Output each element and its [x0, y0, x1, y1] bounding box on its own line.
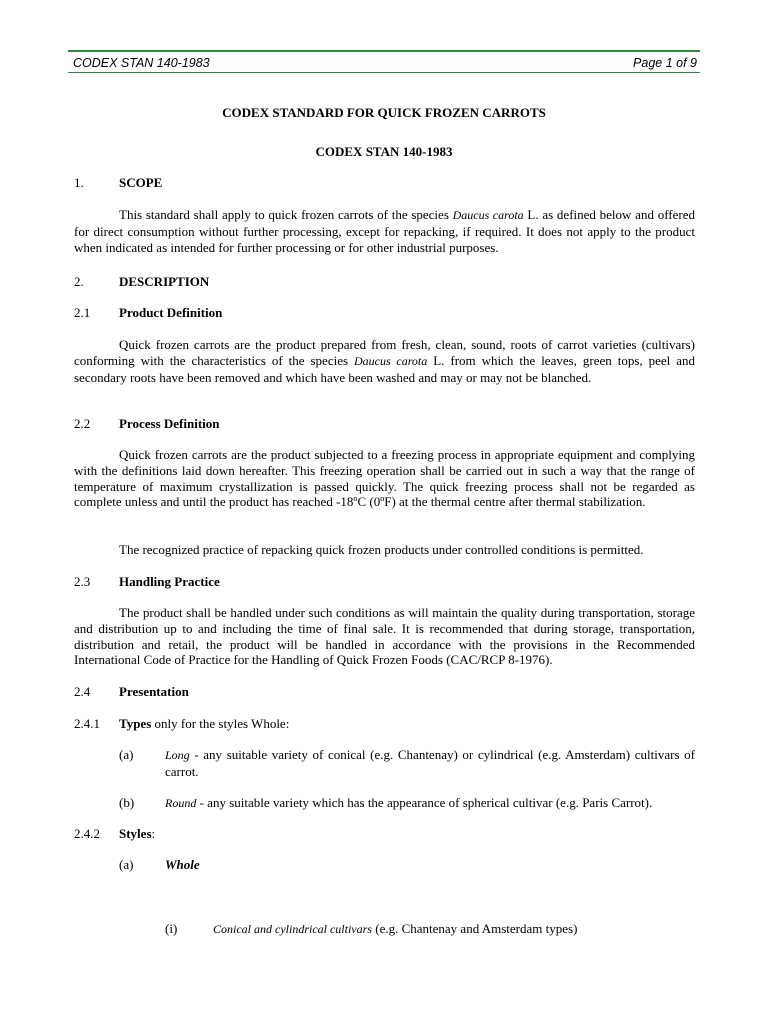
section-heading-product-definition: Product Definition — [119, 305, 223, 320]
list-label: (a) — [119, 747, 134, 762]
style-whole: Whole — [165, 857, 200, 872]
list-label: (i) — [165, 921, 178, 936]
section-heading-presentation: Presentation — [119, 684, 189, 699]
styles-line: Styles: — [119, 826, 156, 841]
section-heading-scope: SCOPE — [119, 175, 163, 190]
section-number: 2.4 — [74, 684, 91, 699]
section-number: 2.2 — [74, 416, 91, 431]
repacking-paragraph: The recognized practice of repacking quick frozen products under controlled conditions is permitted. — [119, 542, 644, 557]
section-number: 2. — [74, 274, 84, 289]
handling-practice-paragraph: The product shall be handled under such conditions as will maintain the quality during transportation, storage and distribution up to and including the time of final sale. It is recommended that during storage, transportation, distribution and retail, the product will be handled in accordance with the provisions in the Recommended International Code of Practice for the Handling of Quick Frozen Foods (CAC/RCP 8-1976). — [74, 605, 695, 668]
section-heading-types: Types — [119, 716, 152, 731]
list-item-long: Long - any suitable variety of conical (e.g. Chantenay) or cylindrical (e.g. Amsterdam) cultivars of carrot. — [165, 747, 695, 779]
list-label: (a) — [119, 857, 134, 872]
term-round: Round — [165, 796, 197, 810]
list-label: (b) — [119, 795, 135, 810]
scope-paragraph: This standard shall apply to quick frozen carrots of the species Daucus carota L. as defined below and offered for direct consumption without further processing, except for repacking, if required. It does not apply to the product when indicated as intended for further processing or for other industrial purposes. — [74, 207, 695, 255]
section-heading-description: DESCRIPTION — [119, 274, 210, 289]
section-heading-styles: Styles — [119, 826, 152, 841]
document-subtitle: CODEX STAN 140-1983 — [315, 144, 453, 159]
section-heading-handling-practice: Handling Practice — [119, 574, 220, 589]
section-number: 2.1 — [74, 305, 91, 320]
section-number: 2.3 — [74, 574, 91, 589]
list-item-round: Round - any suitable variety which has the appearance of spherical cultivar (e.g. Paris Carrot). — [165, 795, 653, 810]
document-title: CODEX STANDARD FOR QUICK FROZEN CARROTS — [222, 105, 546, 120]
species-name: Daucus carota — [452, 208, 524, 222]
header-doc-id: CODEX STAN 140-1983 — [73, 56, 210, 70]
term-conical-cylindrical: Conical and cylindrical cultivars — [213, 922, 372, 936]
section-number: 1. — [74, 175, 84, 190]
page-header — [68, 50, 700, 73]
product-definition-paragraph: Quick frozen carrots are the product prepared from fresh, clean, sound, roots of carrot varieties (cultivars) conforming with the characteristics of the species Daucus carota L. from which the leaves, green tops, peel and secondary roots have been removed and which have been washed and may or may not be blanched. — [74, 337, 695, 385]
section-number: 2.4.2 — [74, 826, 100, 841]
header-page-number: Page 1 of 9 — [633, 56, 697, 70]
species-name: Daucus carota — [354, 353, 428, 368]
section-number: 2.4.1 — [74, 716, 100, 731]
process-definition-paragraph: Quick frozen carrots are the product subjected to a freezing process in appropriate equipment and complying with the definitions laid down hereafter. This freezing operation shall be carried out in such a way that the range of temperature of maximum crystallization is passed quickly. The quick freezing process shall not be regarded as complete unless and until the product has reached -18ºC (0ºF) at the thermal centre after thermal stabilization. — [74, 447, 695, 510]
term-long: Long — [165, 748, 190, 762]
list-item-conical-cylindrical: Conical and cylindrical cultivars (e.g. Chantenay and Amsterdam types) — [213, 921, 578, 936]
section-heading-process-definition: Process Definition — [119, 416, 220, 431]
types-line: Types only for the styles Whole: — [119, 716, 290, 731]
